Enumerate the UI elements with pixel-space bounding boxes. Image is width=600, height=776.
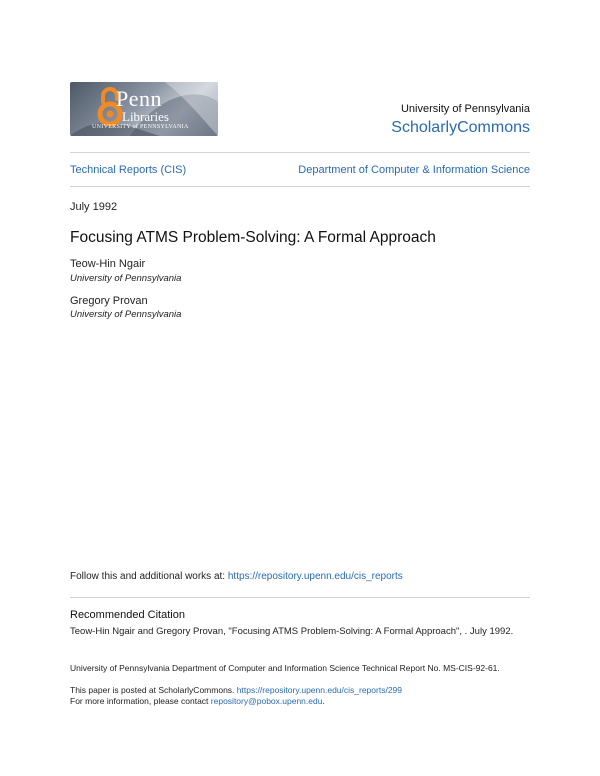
report-number-line: University of Pennsylvania Department of Computer and Information Science Technical Report No. MS-CIS-92-61. [70, 663, 500, 673]
department-link[interactable]: Department of Computer & Information Science [298, 164, 530, 176]
institution-name: University of Pennsylvania [400, 103, 530, 115]
contact-line [70, 696, 325, 706]
divider-citation [70, 597, 530, 598]
penn-libraries-logo [70, 82, 218, 136]
paper-title: Focusing ATMS Problem-Solving: A Formal Approach [70, 229, 436, 246]
logo-libraries-text: Libraries [122, 109, 169, 124]
author-affiliation: University of Pennsylvania [70, 309, 182, 320]
author-affiliation: University of Pennsylvania [70, 273, 182, 284]
contact-email-link[interactable]: repository@pobox.upenn.edu [210, 696, 323, 706]
divider-top [70, 152, 530, 153]
paper-link[interactable]: https://repository.upenn.edu/cis_reports/299 [236, 685, 402, 695]
logo-university-text: UNIVERSITY of PENNSYLVANIA [92, 124, 189, 130]
series-link[interactable]: Technical Reports (CIS) [70, 164, 187, 176]
follow-line [70, 571, 403, 582]
follow-prefix: Follow this and additional works at: [70, 571, 228, 582]
author-name: Teow-Hin Ngair [70, 258, 146, 270]
contact-prefix: For more information, please contact [70, 696, 211, 706]
posted-prefix: This paper is posted at ScholarlyCommons. [70, 685, 237, 695]
logo-penn-text: Penn [116, 86, 162, 111]
collection-link[interactable]: https://repository.upenn.edu/cis_reports [227, 571, 403, 582]
author-name: Gregory Provan [70, 295, 148, 307]
contact-suffix: . [322, 696, 325, 706]
citation-heading: Recommended Citation [70, 609, 185, 621]
citation-text: Teow-Hin Ngair and Gregory Provan, "Focusing ATMS Problem-Solving: A Formal Approach", . July 1992. [70, 626, 514, 637]
posted-line [70, 685, 402, 695]
repository-name[interactable]: ScholarlyCommons [391, 119, 530, 136]
publication-date: July 1992 [70, 201, 118, 213]
divider-nav [70, 186, 530, 187]
